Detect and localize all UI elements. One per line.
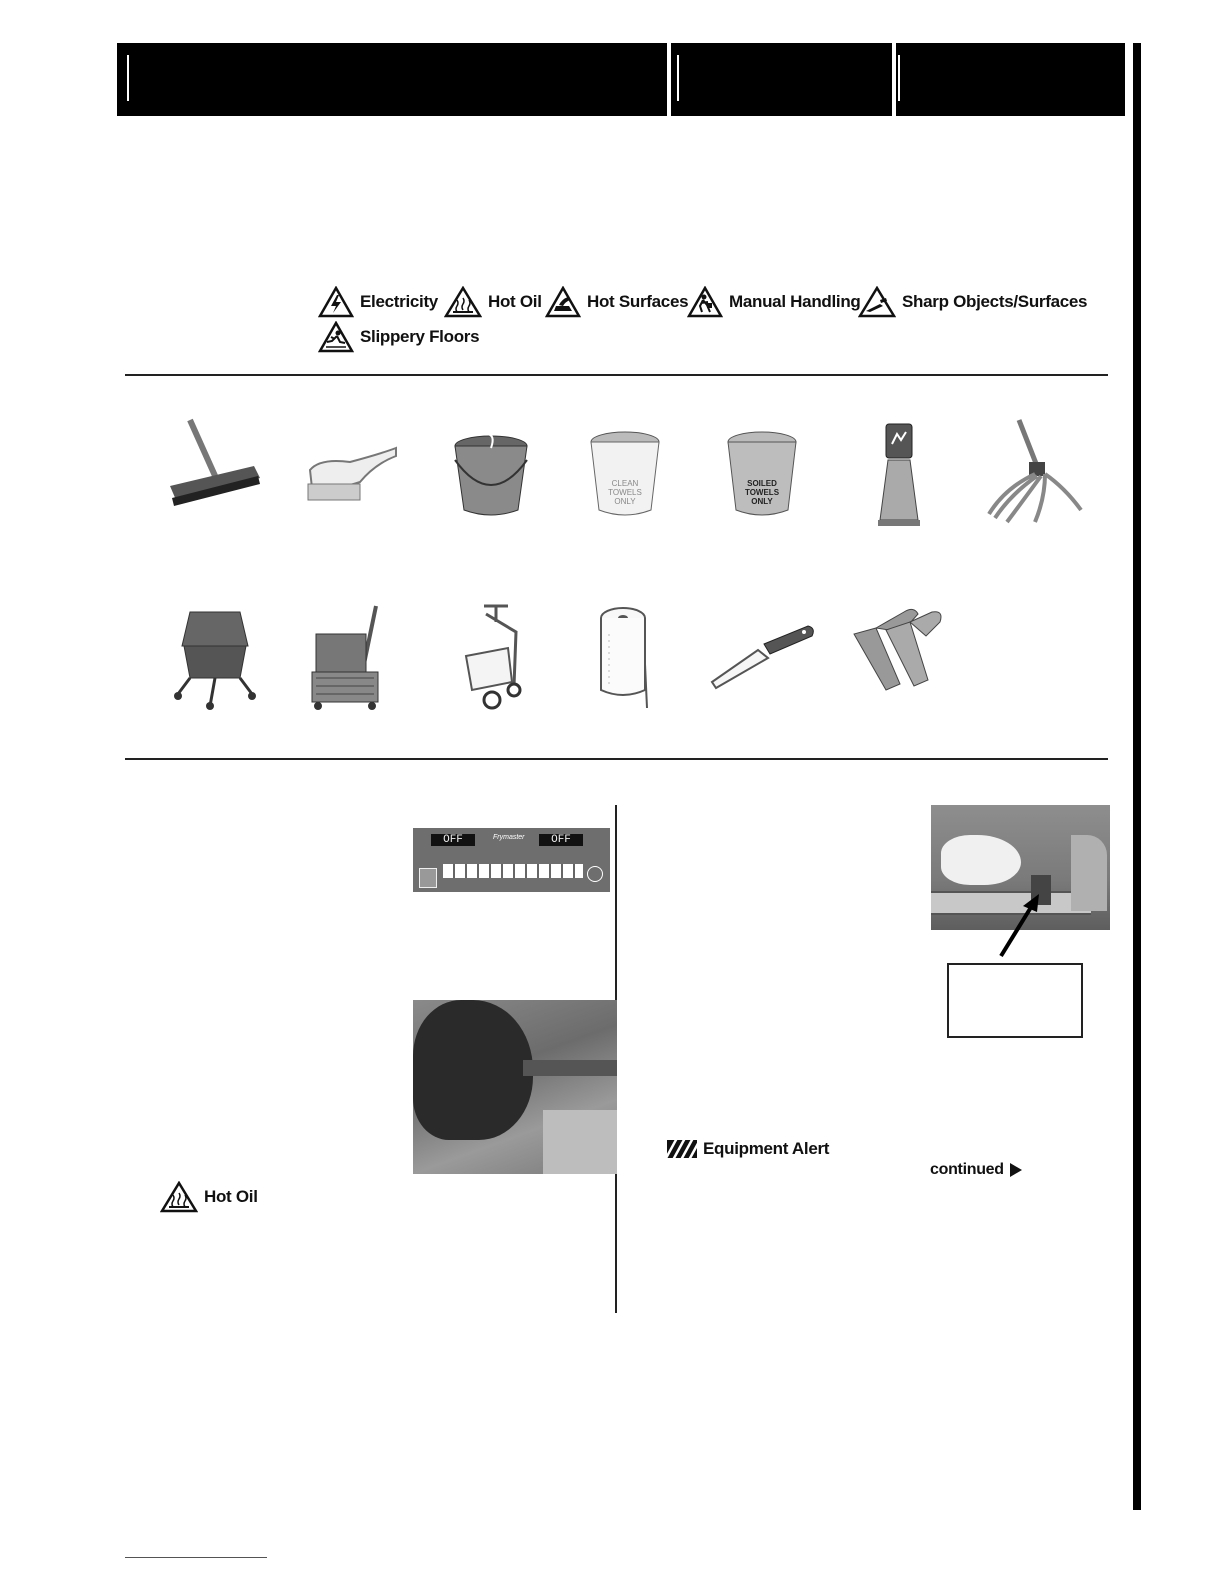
hazard-label: Sharp Objects/Surfaces bbox=[902, 292, 1088, 311]
hazard-hot-oil-step bbox=[160, 1181, 258, 1213]
hazard-sharp-objects bbox=[858, 286, 1087, 318]
wet-floor-sign-icon bbox=[874, 420, 924, 530]
hazard-label: Electricity bbox=[360, 292, 438, 311]
equipment-alert-icon bbox=[667, 1140, 697, 1158]
hand-truck-icon bbox=[456, 602, 536, 714]
hazard-label: Hot Oil bbox=[204, 1187, 258, 1206]
hazard-manual-handling bbox=[687, 286, 861, 318]
svg-text:ONLY: ONLY bbox=[751, 497, 773, 506]
finger-press bbox=[419, 868, 437, 888]
play-arrow-icon bbox=[1009, 1162, 1023, 1178]
hand bbox=[941, 835, 1021, 885]
clean-towels-bucket-icon bbox=[585, 428, 665, 520]
hot-oil-icon bbox=[160, 1181, 198, 1213]
footer-link-underline bbox=[125, 1557, 267, 1558]
slippery-floors-icon bbox=[318, 321, 354, 353]
deck-brush-icon bbox=[160, 416, 270, 516]
hazard-electricity bbox=[318, 286, 438, 318]
svg-text:TOWELS: TOWELS bbox=[608, 488, 642, 497]
controller-brand: Frymaster bbox=[493, 834, 525, 841]
mop-wringer-icon bbox=[306, 604, 390, 714]
bucket-icon bbox=[446, 430, 536, 520]
hazard-label: Hot Surfaces bbox=[587, 292, 689, 311]
fryer-controller-photo bbox=[413, 828, 610, 892]
hazard-label: Slippery Floors bbox=[360, 327, 480, 346]
continued-indicator bbox=[930, 1161, 1023, 1179]
fryer-cabinet bbox=[543, 1110, 617, 1174]
svg-text:CLEAN: CLEAN bbox=[611, 479, 639, 488]
putty-knife-icon bbox=[708, 622, 818, 692]
svg-text:SOILED: SOILED bbox=[747, 479, 777, 488]
hazard-label: Manual Handling bbox=[729, 292, 861, 311]
header-divider bbox=[898, 55, 900, 101]
drain-valve-photo bbox=[413, 1000, 617, 1174]
manual-handling-icon bbox=[687, 286, 723, 318]
header-divider bbox=[127, 55, 129, 101]
scrub-brush-icon bbox=[300, 440, 400, 510]
sharp-objects-icon bbox=[858, 286, 896, 318]
equipment-alert-label: Equipment Alert bbox=[703, 1139, 830, 1158]
page-edge-rule bbox=[1133, 43, 1141, 1510]
electricity-icon bbox=[318, 286, 354, 318]
hot-surfaces-icon bbox=[545, 286, 581, 318]
continued-label: continued bbox=[930, 1161, 1004, 1178]
header-divider bbox=[667, 43, 671, 116]
hazard-hot-surfaces bbox=[545, 286, 688, 318]
paper-towel-roll-icon bbox=[597, 604, 653, 712]
controller-buttons bbox=[443, 864, 583, 878]
right-display: OFF bbox=[539, 834, 583, 846]
mop-bucket-cart-icon bbox=[170, 606, 260, 710]
hazard-hot-oil bbox=[444, 286, 542, 318]
arrow-icon bbox=[995, 890, 1045, 960]
section-rule bbox=[125, 374, 1108, 376]
hazard-slippery-floors bbox=[318, 321, 479, 353]
equipment-alert bbox=[667, 1139, 829, 1159]
svg-text:TOWELS: TOWELS bbox=[744, 488, 780, 497]
svg-text:ONLY: ONLY bbox=[614, 497, 636, 506]
left-display: OFF bbox=[431, 834, 475, 846]
power-button-icon bbox=[587, 866, 603, 882]
rubber-gloves-icon bbox=[848, 604, 948, 696]
header-divider bbox=[677, 55, 679, 101]
valve-bar bbox=[523, 1060, 617, 1076]
hot-oil-icon bbox=[444, 286, 482, 318]
section-rule bbox=[125, 758, 1108, 760]
glove bbox=[413, 1000, 533, 1140]
hazard-label: Hot Oil bbox=[488, 292, 542, 311]
callout-box bbox=[947, 963, 1083, 1038]
pipe-elbow bbox=[1071, 835, 1107, 911]
header-divider bbox=[892, 43, 896, 116]
soiled-towels-bucket-icon bbox=[722, 428, 802, 520]
mop-icon bbox=[985, 418, 1085, 528]
page-header-bar bbox=[117, 43, 1125, 116]
